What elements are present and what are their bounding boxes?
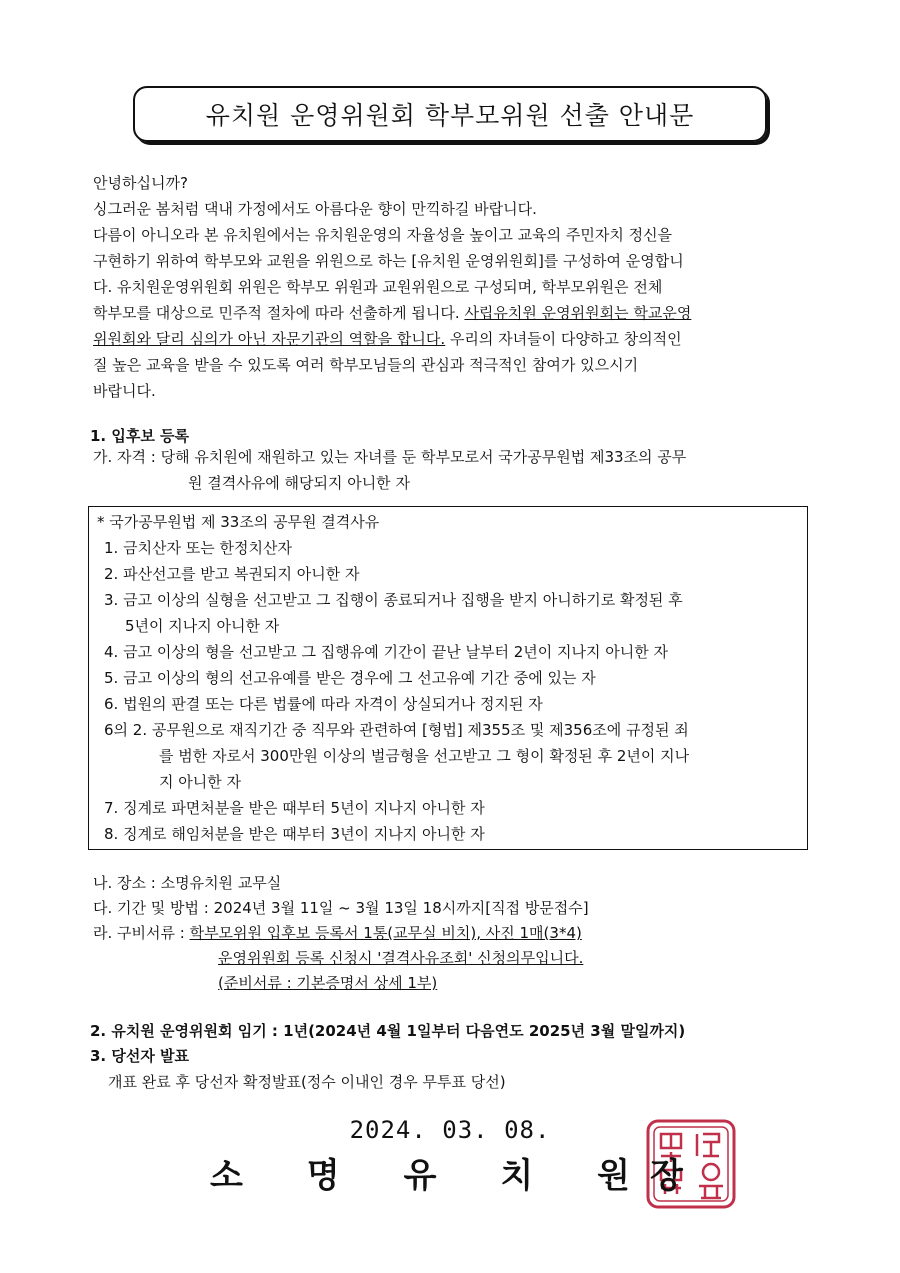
document-title: 유치원 운영위원회 학부모위원 선출 안내문 <box>133 86 767 142</box>
box-item: 지 아니한 자 <box>159 773 241 791</box>
underlined-text: 사립유치원 운영위원회는 학교운영 <box>464 304 692 322</box>
box-item: 3. 금고 이상의 실형을 선고받고 그 집행이 종료되거나 집행을 받지 아니하기로 확정된 후 <box>104 591 683 609</box>
qualification-text: 당해 유치원에 재원하고 있는 자녀를 둔 학부모로서 국가공무원법 제33조의 공무 <box>160 448 687 466</box>
box-item: 6. 법원의 판결 또는 다른 법률에 따라 자격이 상실되거나 정지된 자 <box>104 695 543 713</box>
box-item: 1. 금치산자 또는 한정치산자 <box>104 539 293 557</box>
intro-line: 다. 유치원운영위원회 위원은 학부모 위원과 교원위원으로 구성되며, 학부모위원은 전체 <box>93 278 663 296</box>
school-name-char: 유 <box>403 1156 437 1196</box>
documents-text: 학부모위원 입후보 등록서 1통(교무실 비치), 사진 1매(3*4) <box>189 924 582 942</box>
qualification-label: 가. 자격 : <box>93 448 161 466</box>
intro-line <box>93 326 823 352</box>
school-name-char: 원 <box>597 1156 630 1196</box>
intro-line: 다름이 아니오라 본 유치원에서는 유치원운영의 자율성을 높이고 교육의 주민자치 정신을 <box>93 226 673 244</box>
section2-term: 2. 유치원 운영위원회 임기 : 1년(2024년 4월 1일부터 다음연도 2025년 3월 말일까지) <box>90 1022 686 1040</box>
intro-text: 학부모를 대상으로 민주적 절차에 따라 선출하게 됩니다. <box>93 304 460 322</box>
section1-heading: 1. 입후보 등록 <box>90 427 190 445</box>
box-item: 를 범한 자로서 300만원 이상의 벌금형을 선고받고 그 형이 확정된 후 2년이 지나 <box>159 747 690 765</box>
school-name-char: 치 <box>500 1156 534 1196</box>
box-item: 4. 금고 이상의 형을 선고받고 그 집행유예 기간이 끝난 날부터 2년이 지나지 아니한 자 <box>104 643 669 661</box>
school-name-char: 소 <box>210 1156 243 1196</box>
box-item: 5. 금고 이상의 형의 선고유예를 받은 경우에 그 선고유예 기간 중에 있는 자 <box>104 669 596 687</box>
intro-line: 싱그러운 봄처럼 댁내 가정에서도 아름다운 향이 만끽하길 바랍니다. <box>93 200 537 218</box>
box-item: 6의 2. 공무원으로 재직기간 중 직무와 관련하여 [형법] 제355조 및 제356조에 규정된 죄 <box>104 721 689 739</box>
box-title: * 국가공무원법 제 33조의 공무원 결격사유 <box>97 513 380 531</box>
section3-text: 개표 완료 후 당선자 확정발표(정수 이내인 경우 무투표 당선) <box>108 1073 506 1091</box>
place-line: 나. 장소 : 소명유치원 교무실 <box>93 874 282 892</box>
box-item: 7. 징계로 파면처분을 받은 때부터 5년이 지나지 아니한 자 <box>104 799 485 817</box>
documents-text-cont: 운영위원회 등록 신청시 '결격사유조회' 신청의무입니다. <box>218 949 584 967</box>
school-name-char: 명 <box>306 1156 340 1196</box>
intro-text: 우리의 자녀들이 다양하고 창의적인 <box>445 330 682 348</box>
issue-date: 2024. 03. 08. <box>349 1116 551 1144</box>
intro-line: 질 높은 교육을 받을 수 있도록 여러 학부모님들의 관심과 적극적인 참여가 있으시기 <box>93 356 639 374</box>
school-name <box>210 1148 630 1196</box>
underlined-text: 위원회와 달리 심의가 아닌 자문기관의 역할을 합니다. <box>93 330 446 348</box>
period-line: 다. 기간 및 방법 : 2024년 3월 11일 ~ 3월 13일 18시까지[직접 방문접수] <box>93 899 589 917</box>
intro-line: 안녕하십니까? <box>93 174 188 192</box>
box-item: 8. 징계로 해임처분을 받은 때부터 3년이 지나지 아니한 자 <box>104 825 485 843</box>
documents-line <box>93 922 582 943</box>
documents-label: 라. 구비서류 : <box>93 924 190 942</box>
disqualification-box <box>88 506 808 850</box>
intro-line: 바랍니다. <box>93 382 156 400</box>
intro-line: 구현하기 위하여 학부모와 교원을 위원으로 하는 [유치원 운영위원회]를 구성하여 운영합니 <box>93 252 684 270</box>
seal-character: 장 <box>650 1156 683 1196</box>
box-item: 2. 파산선고를 받고 복권되지 아니한 자 <box>104 565 360 583</box>
documents-text-cont: (준비서류 : 기본증명서 상세 1부) <box>218 974 438 992</box>
qualification-line <box>93 446 686 467</box>
box-item: 5년이 지나지 아니한 자 <box>125 617 280 635</box>
section3-heading: 3. 당선자 발표 <box>90 1047 190 1065</box>
intro-line <box>93 300 823 326</box>
qualification-text-cont: 원 결격사유에 해당되지 아니한 자 <box>188 474 410 492</box>
intro-paragraph <box>93 170 823 404</box>
